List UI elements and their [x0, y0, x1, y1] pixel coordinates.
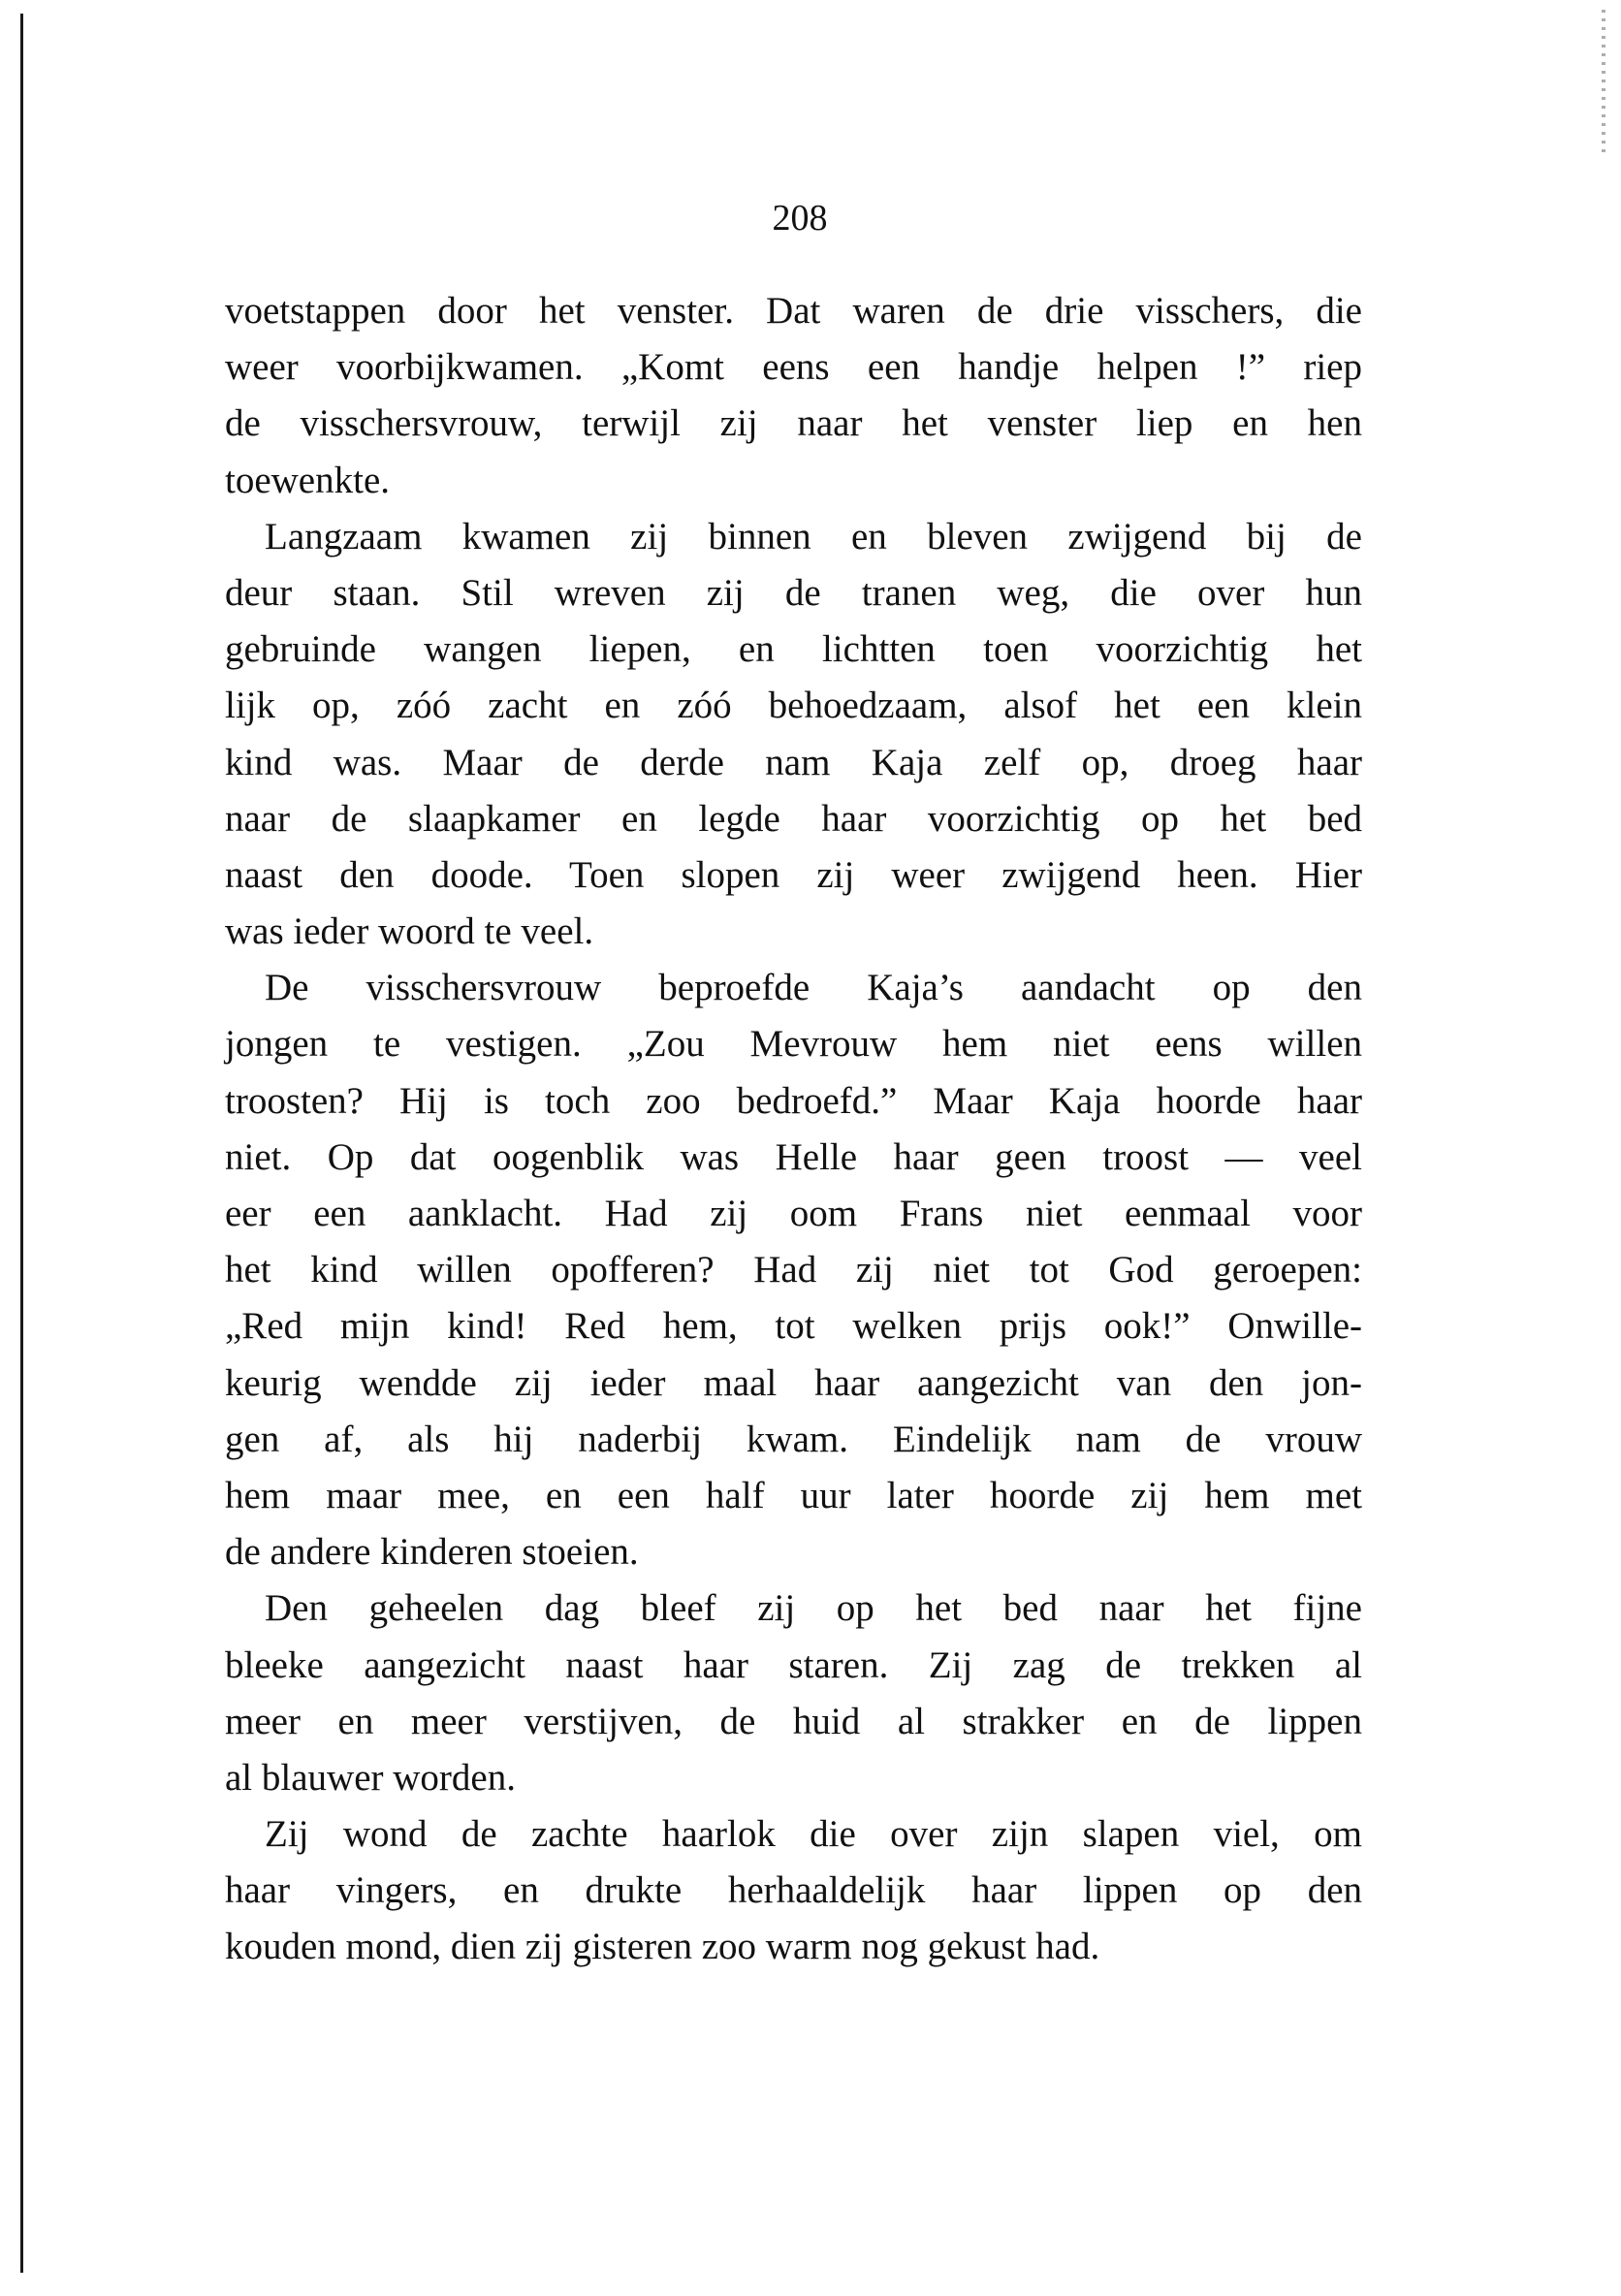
text-line: kind was. Maar de derde nam Kaja zelf op, droeg haar [225, 741, 1362, 783]
text-line: bleeke aangezicht naast haar staren. Zij zag de trekken al [225, 1643, 1362, 1686]
page-number: 208 [772, 198, 828, 239]
scan-specks [1602, 10, 1605, 155]
paragraph [225, 509, 1362, 961]
text-line: troosten? Hij is toch zoo bedroefd.” Maar Kaja hoorde haar [225, 1079, 1362, 1122]
text-line: was ieder woord te veel. [225, 910, 594, 953]
text-line: haar vingers, en drukte herhaaldelijk haar lippen op den [225, 1869, 1362, 1912]
paragraph [225, 283, 1362, 509]
text-line: deur staan. Stil wreven zij de tranen weg, die over hun [225, 571, 1362, 614]
text-line: jongen te vestigen. „Zou Mevrouw hem niet eens willen [225, 1023, 1362, 1066]
text-line: „Red mijn kind! Red hem, tot welken prijs ook!” Onwille- [225, 1305, 1362, 1348]
text-line: meer en meer verstijven, de huid al strakker en de lippen [225, 1700, 1362, 1742]
text-line: De visschersvrouw beproefde Kaja’s aandacht op den [265, 967, 1362, 1009]
text-line: naast den doode. Toen slopen zij weer zwijgend heen. Hier [225, 853, 1362, 896]
text-line: gebruinde wangen liepen, en lichtten toen voorzichtig het [225, 628, 1362, 671]
body-text [225, 283, 1362, 1976]
text-line: eer een aanklacht. Had zij oom Frans niet eenmaal voor [225, 1193, 1362, 1234]
text-line: de andere kinderen stoeien. [225, 1531, 639, 1574]
text-line: keurig wendde zij ieder maal haar aangezicht van den jon- [225, 1361, 1362, 1404]
text-line: weer voorbijkwamen. „Komt eens een handje helpen !” riep [225, 346, 1362, 389]
text-line: de visschersvrouw, terwijl zij naar het venster liep en hen [225, 402, 1362, 445]
text-line: gen af, als hij naderbij kwam. Eindelijk nam de vrouw [225, 1418, 1362, 1460]
text-line: voetstappen door het venster. Dat waren de drie visschers, die [225, 290, 1362, 332]
text-line: Den geheelen dag bleef zij op het bed naar het fijne [265, 1587, 1362, 1630]
page-edge-line [20, 14, 23, 2273]
text-line: het kind willen opofferen? Had zij niet tot God geroepen: [225, 1249, 1362, 1292]
text-line: Langzaam kwamen zij binnen en bleven zwijgend bij de [265, 515, 1362, 558]
text-line: lijk op, zóó zacht en zóó behoedzaam, alsof het een klein [225, 685, 1362, 727]
text-line: naar de slaapkamer en legde haar voorzichtig op het bed [225, 797, 1362, 840]
paragraph [225, 960, 1362, 1580]
text-line: kouden mond, dien zij gisteren zoo warm nog gekust had. [225, 1926, 1100, 1968]
paragraph [225, 1806, 1362, 1976]
text-line: niet. Op dat oogenblik was Helle haar geen troost — veel [225, 1135, 1362, 1178]
text-line: toewenkte. [225, 459, 391, 501]
text-line: hem maar mee, en een half uur later hoorde zij hem met [225, 1474, 1362, 1516]
text-line: al blauwer worden. [225, 1756, 516, 1799]
text-line: Zij wond de zachte haarlok die over zijn slapen viel, om [265, 1813, 1362, 1856]
paragraph [225, 1580, 1362, 1806]
